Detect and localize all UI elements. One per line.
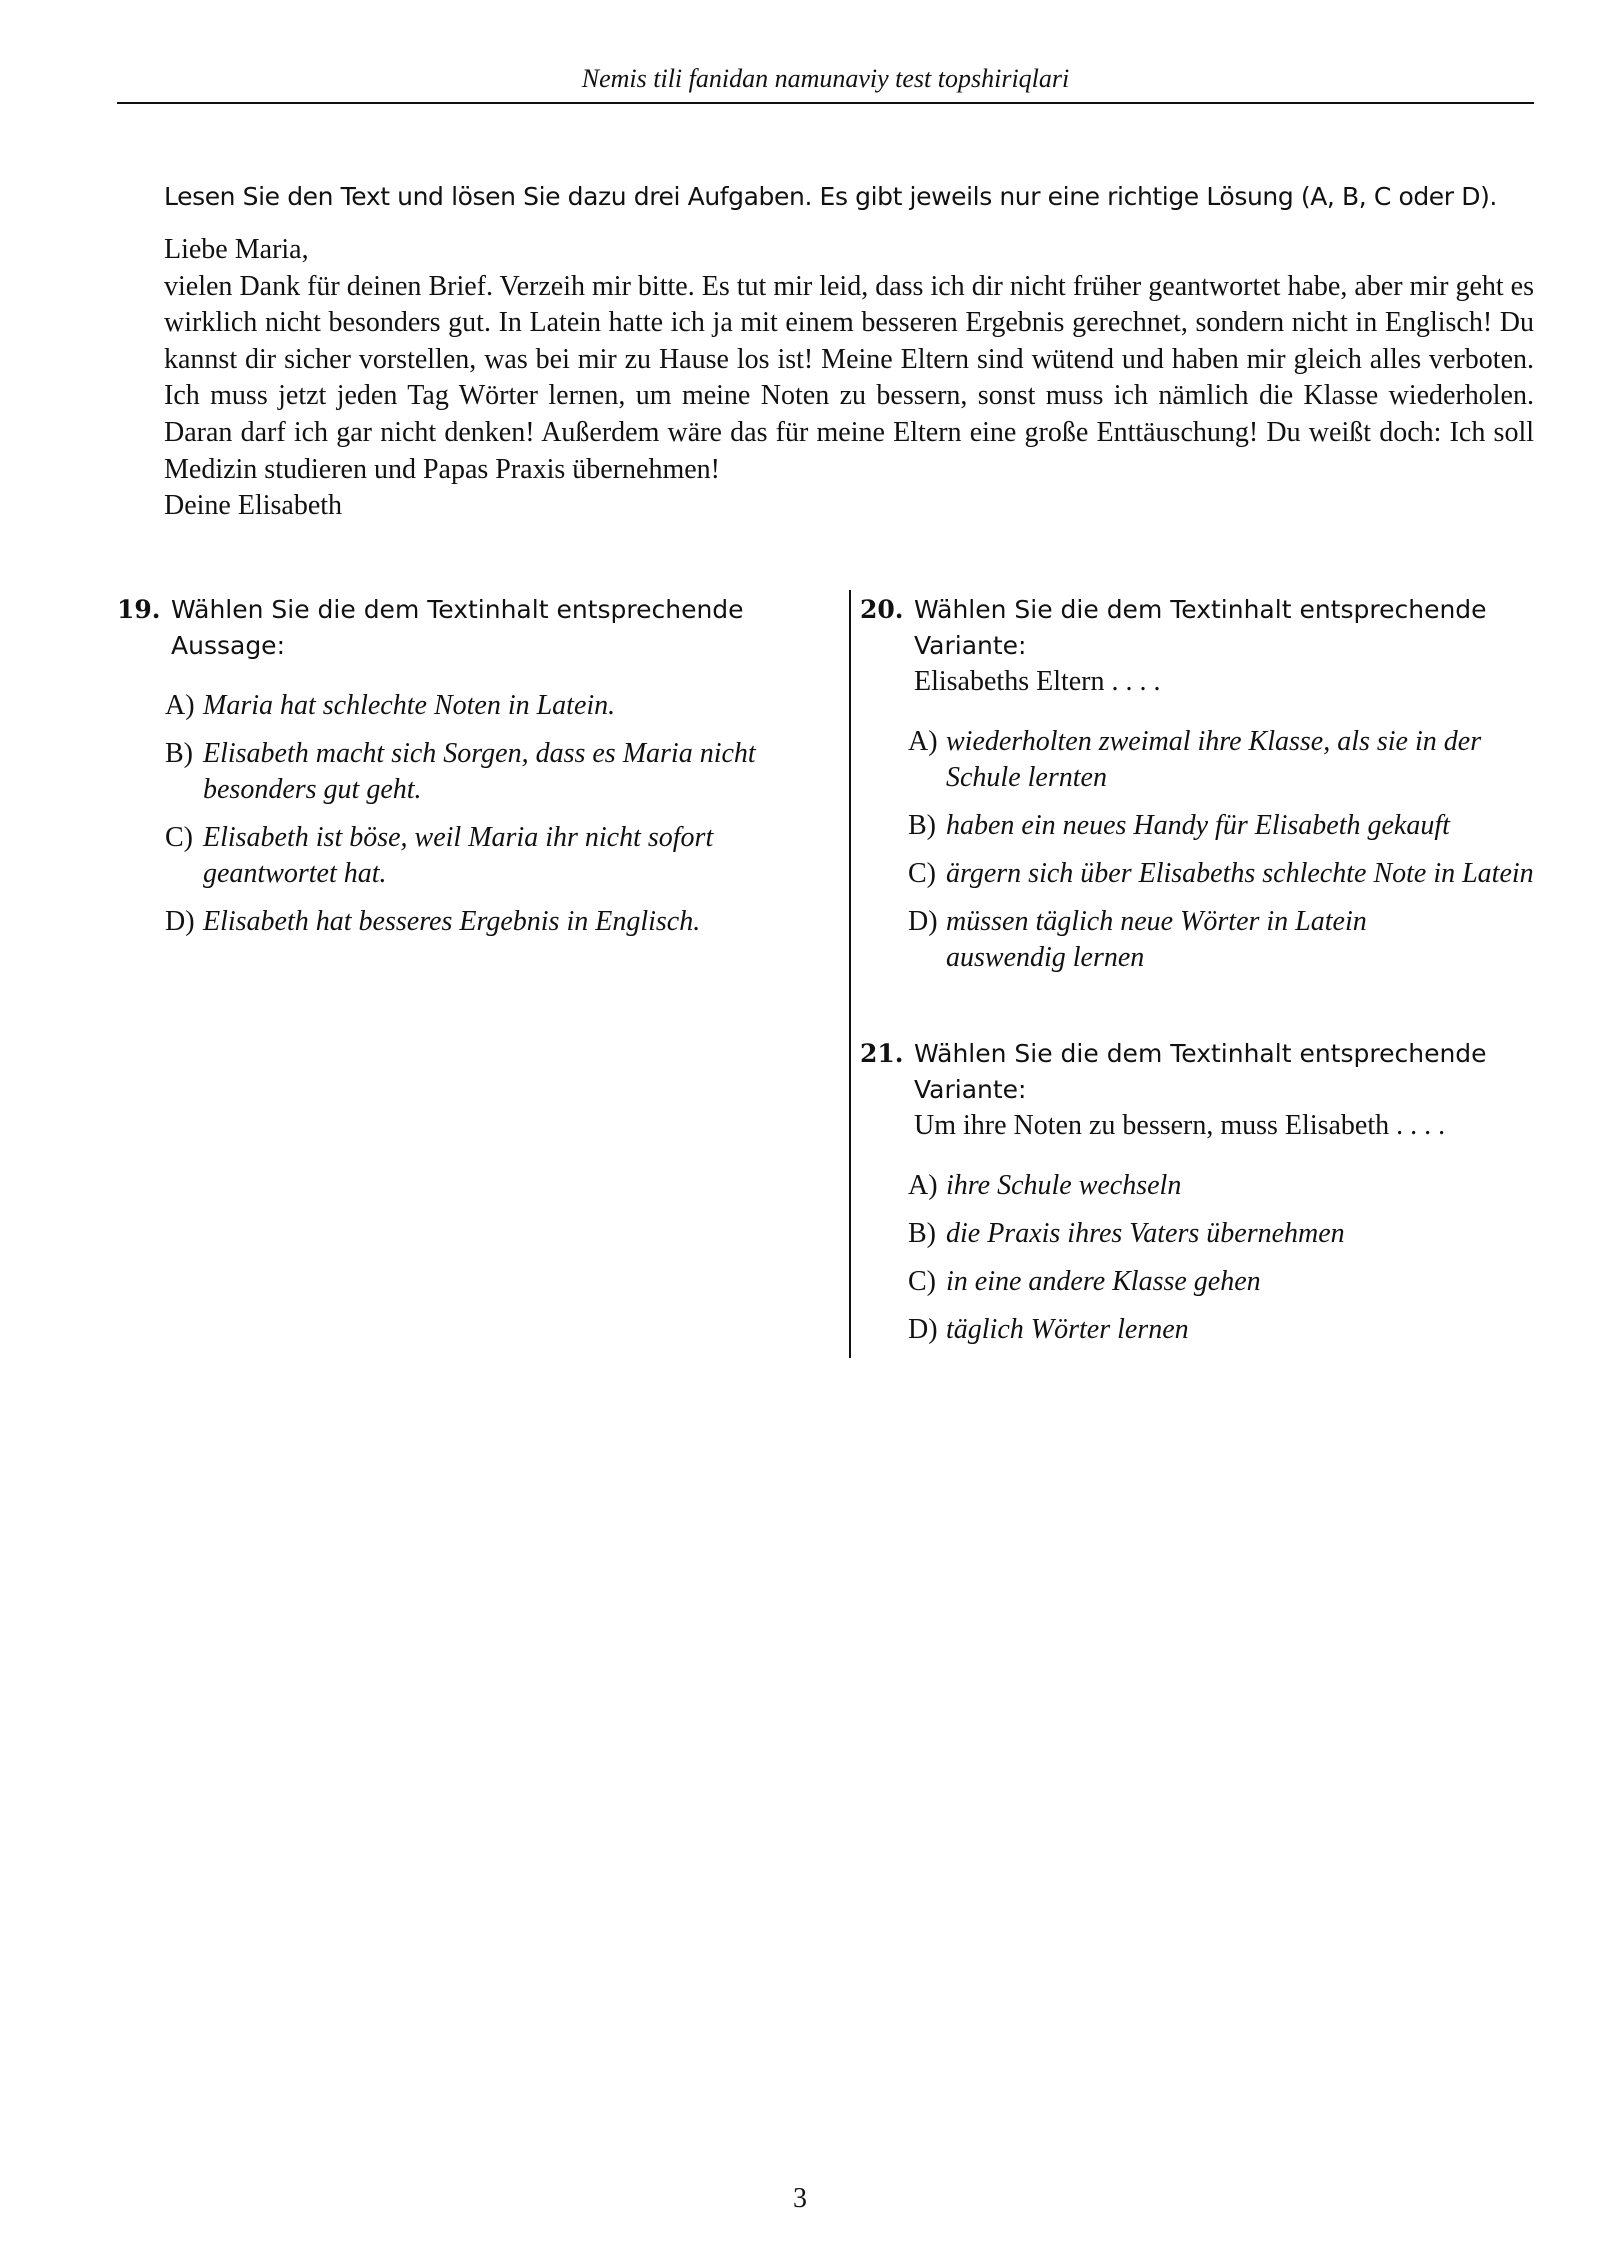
option-b[interactable] bbox=[165, 736, 763, 808]
option-label: C) bbox=[908, 1266, 936, 1297]
page-number: 3 bbox=[793, 2183, 807, 2214]
option-d[interactable] bbox=[908, 1312, 1546, 1348]
question-prompt bbox=[860, 1036, 1560, 1144]
option-text: Elisabeth macht sich Sorgen, dass es Maria nicht besonders gut geht. bbox=[203, 738, 756, 805]
option-label: B) bbox=[165, 738, 193, 769]
letter-text bbox=[164, 232, 1534, 525]
answer-options bbox=[117, 688, 797, 940]
option-label: D) bbox=[908, 1314, 938, 1345]
option-label: A) bbox=[165, 690, 195, 721]
question-prompt bbox=[117, 592, 797, 664]
option-label: C) bbox=[165, 822, 193, 853]
prompt-line-2: Variante: bbox=[914, 631, 1027, 660]
option-text: müssen täglich neue Wörter in Latein auswendig lernen bbox=[946, 906, 1367, 973]
option-label: D) bbox=[165, 906, 195, 937]
option-label: B) bbox=[908, 1218, 936, 1249]
question-number: 21. bbox=[860, 1039, 904, 1068]
option-text: Elisabeth ist böse, weil Maria ihr nicht sofort geantwortet hat. bbox=[203, 822, 714, 889]
header-rule bbox=[117, 102, 1534, 104]
option-c[interactable] bbox=[908, 856, 1546, 892]
option-c[interactable] bbox=[908, 1264, 1546, 1300]
prompt-line-1: Wählen Sie die dem Textinhalt entsprechende bbox=[171, 595, 744, 624]
option-label: B) bbox=[908, 810, 936, 841]
option-text: die Praxis ihres Vaters übernehmen bbox=[946, 1218, 1345, 1249]
letter-body: vielen Dank für deinen Brief. Verzeih mir bitte. Es tut mir leid, dass ich dir nicht früher geantwortet habe, aber mir geht es wirklich nicht besonders gut. In Latein hatte ich ja mit einem besseren Ergebnis gerechnet, sondern nicht in Englisch! Du kannst dir sicher vorstellen, was bei mir zu Hause los ist! Meine Eltern sind wütend und haben mir gleich alles verboten. Ich muss jetzt jeden Tag Wörter lernen, um meine Noten zu bessern, sonst muss ich nämlich die Klasse wiederholen. Daran darf ich gar nicht denken! Außerdem wäre das für meine Eltern eine große Enttäuschung! Du weißt doch: Ich soll Medizin studieren und Papas Praxis übernehmen! bbox=[164, 270, 1534, 485]
question-21 bbox=[860, 1036, 1560, 1348]
question-number: 19. bbox=[117, 595, 161, 624]
letter-closing: Deine Elisabeth bbox=[164, 490, 343, 522]
option-d[interactable] bbox=[908, 904, 1486, 976]
option-text: wiederholten zweimal ihre Klasse, als sie in der Schule lernten bbox=[946, 726, 1482, 793]
option-b[interactable] bbox=[908, 808, 1566, 844]
option-a[interactable] bbox=[908, 724, 1546, 796]
option-label: D) bbox=[908, 906, 938, 937]
prompt-line-1: Wählen Sie die dem Textinhalt entsprechende bbox=[914, 595, 1487, 624]
question-20 bbox=[860, 592, 1560, 976]
answer-options bbox=[860, 724, 1560, 976]
option-d[interactable] bbox=[165, 904, 803, 940]
option-a[interactable] bbox=[908, 1168, 1546, 1204]
option-text: täglich Wörter lernen bbox=[946, 1314, 1189, 1345]
option-text: haben ein neues Handy für Elisabeth gekauft bbox=[946, 810, 1450, 841]
instruction-text: Lesen Sie den Text und lösen Sie dazu drei Aufgaben. Es gibt jeweils nur eine richtige Lösung (A, B, C oder D). bbox=[164, 182, 1497, 211]
letter-greeting: Liebe Maria, bbox=[164, 234, 309, 265]
option-text: ärgern sich über Elisabeths schlechte Note in Latein bbox=[946, 858, 1534, 889]
option-label: C) bbox=[908, 858, 936, 889]
page-header-title: Nemis tili fanidan namunaviy test topshiriqlari bbox=[581, 64, 1070, 93]
question-number: 20. bbox=[860, 595, 904, 624]
column-divider bbox=[849, 590, 851, 1358]
prompt-line-1: Wählen Sie die dem Textinhalt entsprechende bbox=[914, 1039, 1487, 1068]
option-text: Elisabeth hat besseres Ergebnis in Englisch. bbox=[203, 906, 701, 937]
answer-options bbox=[860, 1168, 1560, 1348]
option-text: Maria hat schlechte Noten in Latein. bbox=[203, 690, 616, 721]
option-label: A) bbox=[908, 1170, 938, 1201]
option-c[interactable] bbox=[165, 820, 783, 892]
question-prompt bbox=[860, 592, 1560, 700]
prompt-line-2: Variante: bbox=[914, 1075, 1027, 1104]
option-a[interactable] bbox=[165, 688, 763, 724]
option-label: A) bbox=[908, 726, 938, 757]
question-19 bbox=[117, 592, 797, 940]
option-text: in eine andere Klasse gehen bbox=[946, 1266, 1261, 1297]
question-stem: Elisabeths Eltern . . . . bbox=[914, 666, 1161, 697]
option-b[interactable] bbox=[908, 1216, 1546, 1252]
prompt-line-2: Aussage: bbox=[171, 631, 285, 660]
question-stem: Um ihre Noten zu bessern, muss Elisabeth . . . . bbox=[914, 1110, 1446, 1141]
option-text: ihre Schule wechseln bbox=[946, 1170, 1182, 1201]
